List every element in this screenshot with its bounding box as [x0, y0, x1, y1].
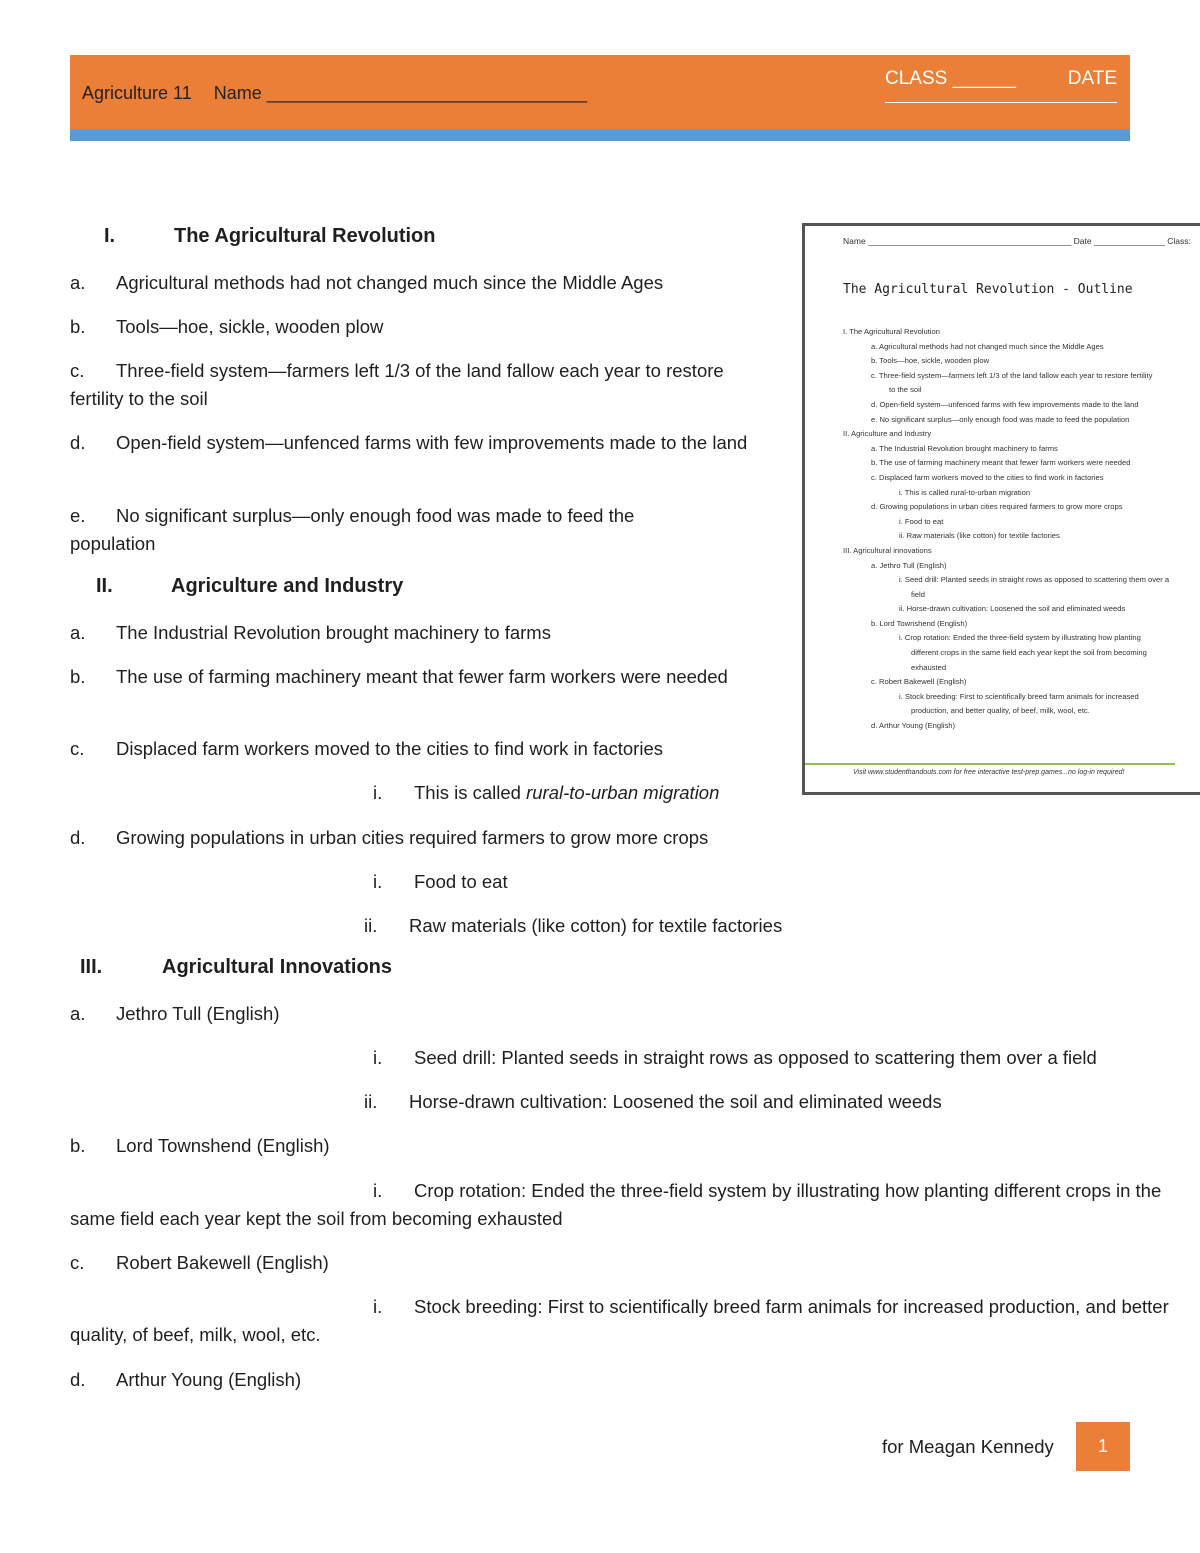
list-item: b. Lord Townshend (English)	[70, 1135, 330, 1156]
thumbnail-outline-line: III. Agricultural innovations	[843, 545, 932, 555]
thumbnail-outline-line: ii. Horse-drawn cultivation: Loosened the soil and eliminated weeds	[899, 604, 1126, 614]
page-number: 1	[1076, 1422, 1130, 1471]
thumbnail-outline-line: a. Jethro Tull (English)	[871, 560, 947, 570]
sub-list-item: i. Food to eat	[373, 871, 508, 892]
thumbnail-outline-line: field	[911, 589, 925, 599]
list-item: b. The use of farming machinery meant that fewer farm workers were needed	[70, 666, 728, 687]
sub-list-item: i. This is called rural-to-urban migration	[373, 782, 720, 803]
thumbnail-outline-line: d. Open-field system—unfenced farms with few improvements made to the land	[871, 399, 1139, 409]
section-heading-1: I. The Agricultural Revolution	[104, 225, 436, 247]
sub-list-item: i. Crop rotation: Ended the three-field system by illustrating how planting different crops in the	[373, 1180, 1162, 1201]
header-accent-stripe	[70, 129, 1130, 141]
sub-list-item: ii. Raw materials (like cotton) for textile factories	[364, 915, 783, 936]
thumbnail-outline-line: b. The use of farming machinery meant that fewer farm workers were needed	[871, 458, 1131, 468]
list-item: c. Robert Bakewell (English)	[70, 1252, 329, 1273]
thumbnail-outline-line: c. Robert Bakewell (English)	[871, 677, 967, 687]
thumbnail-outline-line: to the soil	[889, 385, 922, 395]
footer-for-text: for Meagan Kennedy	[882, 1436, 1054, 1457]
section-heading-3: III. Agricultural Innovations	[80, 956, 393, 978]
thumbnail-outline-line: a. The Industrial Revolution brought machinery to farms	[871, 443, 1058, 453]
section-heading-2: II. Agriculture and Industry	[96, 575, 404, 597]
thumbnail-outline-line: i. Food to eat	[899, 516, 944, 526]
thumbnail-name-line: Name ___________________________________________ Date _______________ Class:	[843, 236, 1191, 246]
thumbnail-outline-line: exhausted	[911, 662, 947, 672]
thumbnail-outline-line: d. Arthur Young (English)	[871, 721, 956, 731]
worksheet-thumbnail	[802, 223, 1200, 795]
thumbnail-outline-line: e. No significant surplus—only enough food was made to feed the population	[871, 414, 1130, 424]
thumbnail-title: The Agricultural Revolution - Outline	[843, 282, 1133, 297]
list-item: a. Jethro Tull (English)	[70, 1003, 280, 1024]
thumbnail-footer-rule	[805, 763, 1175, 765]
thumbnail-outline-line: b. Tools—hoe, sickle, wooden plow	[871, 356, 990, 366]
thumbnail-outline-line: i. Seed drill: Planted seeds in straight rows as opposed to scattering them over a	[899, 575, 1170, 585]
course-title: Agriculture 11	[82, 83, 192, 103]
date-label: DATE	[1067, 68, 1117, 89]
thumbnail-outline-line: I. The Agricultural Revolution	[843, 327, 940, 336]
thumbnail-outline-line: b. Lord Townshend (English)	[871, 618, 968, 628]
thumbnail-outline-line: a. Agricultural methods had not changed much since the Middle Ages	[871, 341, 1104, 351]
thumbnail-outline-line: II. Agriculture and Industry	[843, 429, 932, 439]
thumbnail-outline-line: i. Crop rotation: Ended the three-field system by illustrating how planting	[899, 633, 1141, 643]
list-item: a. The Industrial Revolution brought machinery to farms	[70, 622, 551, 643]
thumbnail-outline-line: production, and better quality, of beef, milk, wool, etc.	[911, 706, 1090, 716]
thumbnail-outline-line: different crops in the same field each year kept the soil from becoming	[911, 648, 1147, 658]
sub-list-item-continuation: same field each year kept the soil from becoming exhausted	[70, 1208, 563, 1229]
header-left	[82, 83, 587, 104]
thumbnail-outline-line: ii. Raw materials (like cotton) for textile factories	[899, 531, 1060, 541]
list-item: b. Tools—hoe, sickle, wooden plow	[70, 316, 384, 337]
thumbnail-outline-line: i. This is called rural-to-urban migration	[899, 487, 1031, 497]
list-item: c. Three-field system—farmers left 1/3 of the land fallow each year to restore fertility to the soil	[70, 360, 724, 409]
thumbnail-outline-line: d. Growing populations in urban cities required farmers to grow more crops	[871, 502, 1123, 512]
list-item: c. Displaced farm workers moved to the cities to find work in factories	[70, 738, 663, 759]
thumbnail-outline-line: c. Three-field system—farmers left 1/3 of the land fallow each year to restore fertility	[871, 370, 1153, 380]
date-field-line[interactable]	[885, 90, 1117, 103]
sub-list-item-continuation: quality, of beef, milk, wool, etc.	[70, 1324, 321, 1345]
thumbnail-outline-line: i. Stock breeding: First to scientifically breed farm animals for increased	[899, 691, 1139, 701]
list-item: d. Arthur Young (English)	[70, 1369, 302, 1390]
name-field[interactable]: Name ________________________________	[213, 83, 588, 103]
sub-list-item: ii. Horse-drawn cultivation: Loosened the soil and eliminated weeds	[364, 1091, 942, 1112]
list-item: e. No significant surplus—only enough food was made to feed the population	[70, 505, 635, 554]
sub-list-item: i. Stock breeding: First to scientifically breed farm animals for increased production, and better	[373, 1296, 1169, 1317]
header-right	[885, 68, 1117, 103]
thumbnail-outline	[843, 325, 1200, 734]
thumbnail-outline-line: c. Displaced farm workers moved to the cities to find work in factories	[871, 472, 1104, 482]
sub-list-item: i. Seed drill: Planted seeds in straight rows as opposed to scattering them over a field	[373, 1047, 1097, 1068]
list-item: d. Growing populations in urban cities required farmers to grow more crops	[70, 827, 709, 848]
thumbnail-footer-text: Visit www.studenthandouts.com for free interactive test-prep games...no log-in required!	[853, 769, 1125, 776]
list-item: d. Open-field system—unfenced farms with few improvements made to the land	[70, 432, 748, 453]
list-item: a. Agricultural methods had not changed much since the Middle Ages	[70, 272, 664, 293]
class-field[interactable]: CLASS ______	[885, 68, 1016, 89]
